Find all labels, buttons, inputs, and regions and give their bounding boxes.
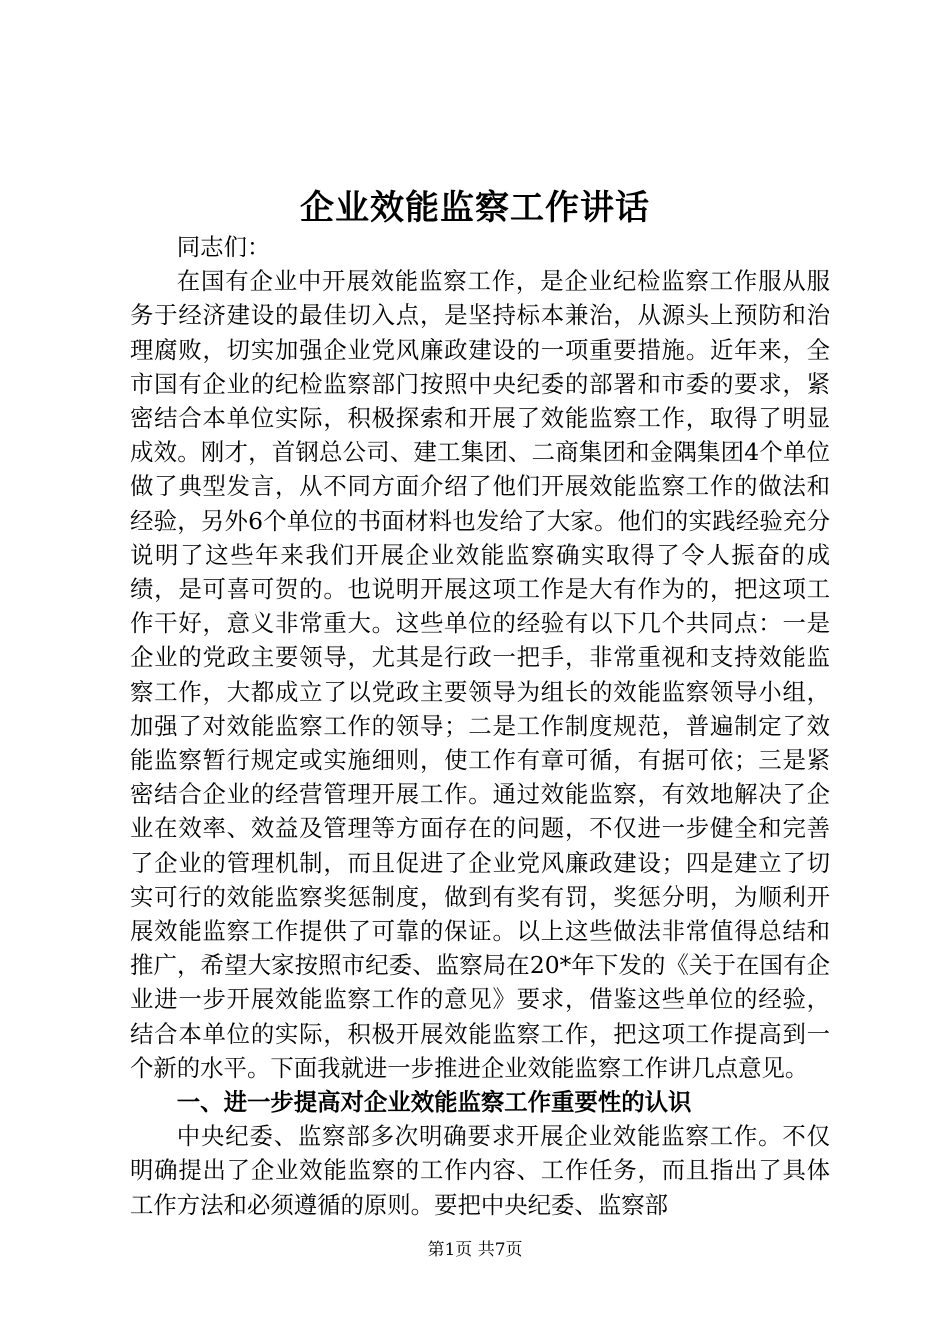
section-heading: 一、进一步提高对企业效能监察工作重要性的认识 [176, 1088, 692, 1117]
document-body [130, 230, 830, 1222]
body-paragraph: 在国有企业中开展效能监察工作，是企业纪检监察工作服从服务于经济建设的最佳切入点，是坚持标本兼治，从源头上预防和治理腐败，切实加强企业党风廉政建设的一项重要措施。近年来，全市国有企业的纪检监察部门按照中央纪委的部署和市委的要求，紧密结合本单位实际，积极探索和开展了效能监察工作，取得了明显成效。刚才，首钢总公司、建工集团、二商集团和金隅集团4个单位做了典型发言，从不同方面介绍了他们开展效能监察工作的做法和经验，另外6个单位的书面材料也发给了大家。他们的实践经验充分说明了这些年来我们开展企业效能监察确实取得了令人振奋的成绩，是可喜可贺的。也说明开展这项工作是大有作为的，把这项工作干好，意义非常重大。这些单位的经验有以下几个共同点：一是企业的党政主要领导，尤其是行政一把手，非常重视和支持效能监察工作，大都成立了以党政主要领导为组长的效能监察领导小组，加强了对效能监察工作的领导；二是工作制度规范，普遍制定了效能监察暂行规定或实施细则，使工作有章可循，有据可依；三是紧密结合企业的经营管理开展工作。通过效能监察，有效地解决了企业在效率、效益及管理等方面存在的问题，不仅进一步健全和完善了企业的管理机制，而且促进了企业党风廉政建设；四是建立了切实可行的效能监察奖惩制度，做到有奖有罚，奖惩分明，为顺利开展效能监察工作提供了可靠的保证。以上这些做法非常值得总结和推广，希望大家按照市纪委、监察局在20*年下发的《关于在国有企业进一步开展效能监察工作的意见》要求，借鉴这些单位的经验，结合本单位的实际，积极开展效能监察工作，把这项工作提高到一个新的水平。下面我就进一步推进企业效能监察工作讲几点意见。 [130, 267, 830, 1082]
page-number-footer: 第1页 共7页 [427, 1240, 523, 1260]
salutation: 同志们： [176, 233, 271, 261]
document-title: 企业效能监察工作讲话 [300, 188, 650, 228]
section-paragraph: 中央纪委、监察部多次明确要求开展企业效能监察工作。不仅明确提出了企业效能监察的工作内容、工作任务，而且指出了具体工作方法和必须遵循的原则。要把中央纪委、监察部 [130, 1122, 830, 1219]
